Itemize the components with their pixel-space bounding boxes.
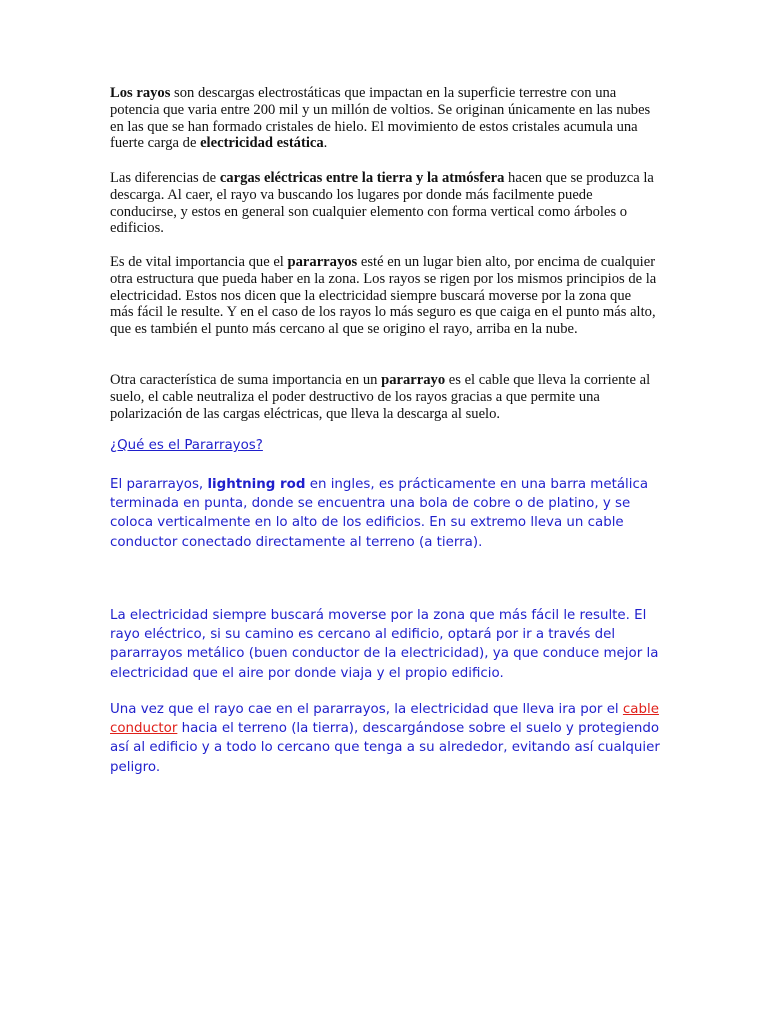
paragraph-text: hacen que se produzca la descarga. Al caer, el rayo va buscando los lugares por donde más facilmente puede conducirse, y estos en general son cualquier elemento con forma vertical como árboles o edificios. (110, 170, 654, 237)
bold-term: pararrayos (287, 254, 358, 270)
paragraph-text: La electricidad siempre buscará moverse por la zona que más fácil le resulte. El rayo eléctrico, si su camino es cercano al edificio, optará por ir a través del pararrayos metálico (buen conductor de la electricidad), ya que conduce mejor la electricidad que el aire por donde viaja y el propio edificio. (110, 608, 659, 681)
paragraph-cargas (110, 170, 658, 237)
bold-term: Los rayos (110, 85, 171, 101)
cable-conductor-link[interactable]: cable conductor (110, 702, 659, 737)
paragraph-text: . (323, 135, 328, 152)
paragraph-text: en ingles, es prácticamente en una barra metálica terminada en punta, donde se encuentra una bola de cobre o de platino, y se coloca verticalmente en lo alto de los edificios. En su extremo lleva un cable conductor conectado directamente al terreno (a tierra). (110, 477, 649, 550)
paragraph-electricidad (110, 606, 670, 683)
paragraph-text: Es de vital importancia que el (110, 254, 288, 270)
bold-term: electricidad estática (200, 135, 324, 152)
paragraph-rayos-intro (110, 85, 658, 152)
paragraph-text: hacia el terreno (la tierra), descargándose sobre el suelo y protegiendo así al edificio y a todo lo cercano que tenga a su alrededor, evitando así cualquier peligro. (110, 721, 660, 775)
bold-term: lightning rod (207, 477, 306, 492)
paragraph-text: son descargas electrostáticas que impactan en la superficie terrestre con una potencia que varia entre 200 mil y un millón de voltios. Se originan únicamente en las nubes en las que se han formado cristales de hielo. El movimiento de estos cristales acumula una fuerte carga de (110, 85, 651, 152)
paragraph-rayo-cae (110, 700, 670, 777)
bold-term: pararrayo (381, 372, 446, 388)
paragraph-cable (110, 372, 658, 422)
paragraph-text: El pararrayos, (110, 477, 208, 492)
paragraph-text: Las diferencias de (110, 170, 220, 186)
paragraph-que-es (110, 475, 670, 552)
bold-term: cargas eléctricas entre la tierra y la atmósfera (219, 170, 505, 186)
section-heading: ¿Qué es el Pararrayos? (110, 438, 263, 453)
paragraph-text: Otra característica de suma importancia en un (110, 372, 382, 388)
paragraph-text: esté en un lugar bien alto, por encima de cualquier otra estructura que pueda haber en la zona. Los rayos se rigen por los mismos principios de la electricidad. Estos nos dicen que la electricidad siempre buscará moverse por la zona que más fácil le resulte. Y en el caso de los rayos lo más seguro es que caiga en el punto más alto, que es también el punto más cercano al que se origino el rayo, arriba en la nube. (110, 254, 657, 338)
paragraph-importancia (110, 254, 658, 338)
paragraph-text: es el cable que lleva la corriente al suelo, el cable neutraliza el poder destructivo de los rayos gracias a que permite una polarización de las cargas eléctricas, que lleva la descarga al suelo. (110, 372, 651, 422)
paragraph-text: Una vez que el rayo cae en el pararrayos, la electricidad que lleva ira por el (110, 702, 623, 717)
